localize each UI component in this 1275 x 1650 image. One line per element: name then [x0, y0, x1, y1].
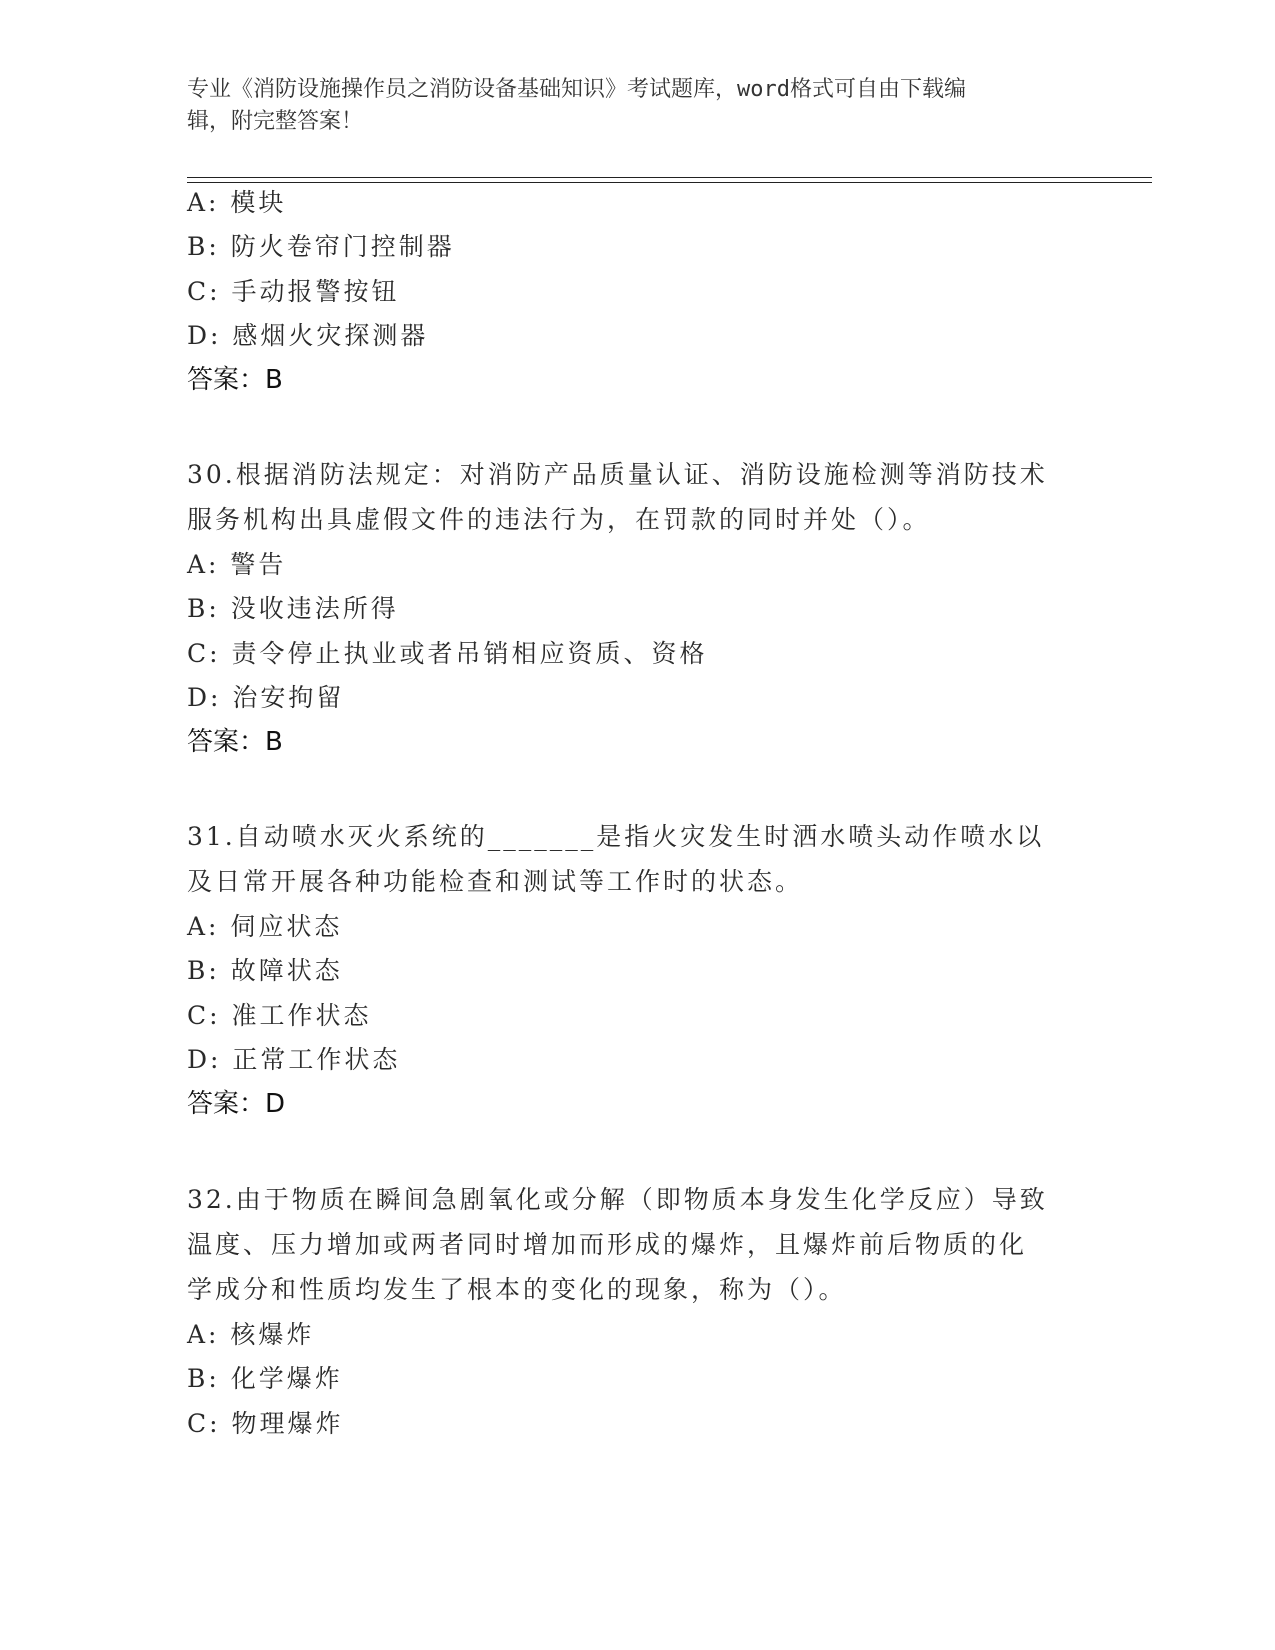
- q29-option-c: C: 手动报警按钮: [187, 277, 400, 306]
- q32-stem-line-3: 学成分和性质均发生了根本的变化的现象，称为（）。: [187, 1275, 847, 1304]
- q32-option-a: A: 核爆炸: [187, 1320, 315, 1349]
- q30-option-b: B: 没收违法所得: [187, 594, 399, 623]
- header-line-1: 专业《消防设施操作员之消防设备基础知识》考试题库，word格式可自由下载编: [187, 77, 966, 102]
- q30-answer: 答案：B: [187, 727, 283, 757]
- q32-stem-line-2: 温度、压力增加或两者同时增加而形成的爆炸，且爆炸前后物质的化: [187, 1230, 1028, 1259]
- q30-option-a: A: 警告: [187, 550, 287, 579]
- q32-option-c: C: 物理爆炸: [187, 1409, 344, 1438]
- q29-option-b: B: 防火卷帘门控制器: [187, 232, 455, 261]
- header-divider-top: [187, 177, 1152, 178]
- q32-stem-line-1: 32.由于物质在瞬间急剧氧化或分解（即物质本身发生化学反应）导致: [187, 1185, 1048, 1214]
- q30-stem-line-2: 服务机构出具虚假文件的违法行为，在罚款的同时并处（）。: [187, 505, 931, 534]
- q30-option-c: C: 责令停止执业或者吊销相应资质、资格: [187, 639, 708, 668]
- q31-option-d: D: 正常工作状态: [187, 1045, 401, 1074]
- q31-option-c: C: 准工作状态: [187, 1001, 372, 1030]
- q32-option-b: B: 化学爆炸: [187, 1364, 343, 1393]
- header-line-2: 辑，附完整答案！: [187, 109, 364, 134]
- q30-stem-line-1: 30.根据消防法规定：对消防产品质量认证、消防设施检测等消防技术: [187, 460, 1048, 489]
- q31-option-a: A: 伺应状态: [187, 912, 343, 941]
- q30-option-d: D: 治安拘留: [187, 683, 345, 712]
- q31-answer: 答案：D: [187, 1089, 286, 1119]
- q29-option-a: A: 模块: [187, 188, 287, 217]
- header-divider-bottom: [187, 182, 1152, 183]
- document-header: [187, 74, 1077, 138]
- q31-option-b: B: 故障状态: [187, 956, 343, 985]
- q29-option-d: D: 感烟火灾探测器: [187, 321, 429, 350]
- q31-stem-line-1: 31.自动喷水灭火系统的_______是指火灾发生时洒水喷头动作喷水以: [187, 822, 1045, 851]
- q29-answer: 答案：B: [187, 365, 283, 395]
- q31-stem-line-2: 及日常开展各种功能检查和测试等工作时的状态。: [187, 867, 804, 896]
